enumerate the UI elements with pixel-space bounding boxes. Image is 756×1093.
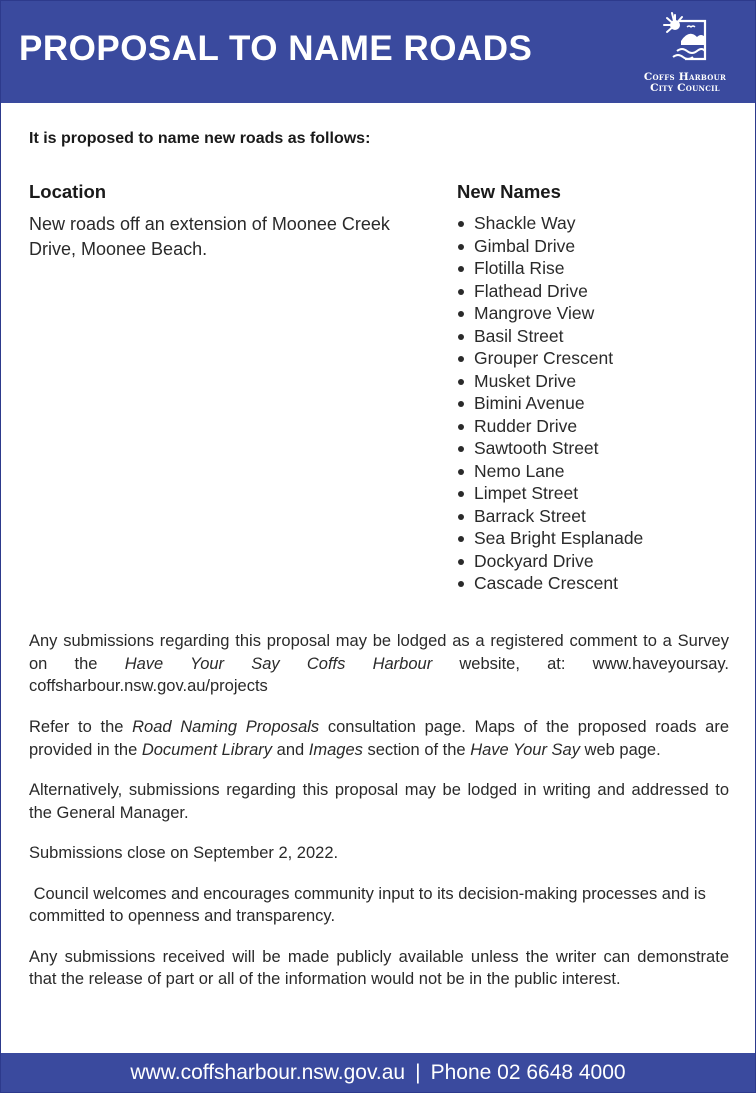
alternative-paragraph: Alternatively, submissions regarding this proposal may be lodged in writing and addressed to the General Manager. [29, 781, 729, 822]
list-item: Flotilla Rise [457, 257, 643, 280]
footer-bar [1, 1053, 755, 1092]
new-names-heading: New Names [457, 181, 561, 202]
intro-text: It is proposed to name new roads as follows: [29, 130, 371, 147]
list-item: Grouper Crescent [457, 347, 643, 370]
refer-text-b: consultation page. Maps of the proposed roads are provided in the [29, 718, 729, 759]
logo-text-line1: Coffs Harbour [643, 71, 727, 83]
images-name: Images [308, 740, 363, 759]
submission-text-a: Any submissions regarding this proposal may be lodged as a registered comment to a Survey on the [29, 632, 729, 673]
location-text: New roads off an extension of Moonee Creek Drive, Moonee Beach. [29, 214, 390, 259]
refer-text-a: Refer to the [29, 718, 133, 736]
list-item: Shackle Way [457, 212, 643, 235]
refer-text-d: section of the [362, 740, 471, 759]
list-item: Flathead Drive [457, 280, 643, 303]
public-availability-paragraph: Any submissions received will be made publicly available unless the writer can demonstrate that the release of part or all of the information would not be in the public interest. [29, 947, 729, 988]
road-naming-proposals-link: Road Naming Proposals [132, 718, 320, 736]
council-logo [629, 11, 741, 95]
list-item: Nemo Lane [457, 460, 643, 483]
new-names-list [457, 212, 643, 595]
body-text [29, 630, 729, 991]
list-item: Cascade Crescent [457, 572, 643, 595]
footer-website: www.coffsharbour.nsw.gov.au [130, 1061, 406, 1084]
list-item: Basil Street [457, 325, 643, 348]
document-library-name: Document Library [141, 740, 273, 759]
list-item: Musket Drive [457, 370, 643, 393]
logo-text-line2: City Council [650, 82, 720, 94]
list-item: Bimini Avenue [457, 392, 643, 415]
submission-text-b: website, at: www.haveyoursay. coffsharbour.nsw.gov.au/projects [29, 654, 729, 695]
refer-paragraph [29, 716, 729, 761]
list-item: Dockyard Drive [457, 550, 643, 573]
have-your-say-page-name: Have Your Say [470, 740, 580, 759]
refer-text-c: and [272, 740, 309, 759]
refer-text-e: web page. [579, 740, 661, 759]
have-your-say-name: Have Your Say Coffs Harbour [124, 654, 433, 673]
list-item: Rudder Drive [457, 415, 643, 438]
closing-date-paragraph: Submissions close on September 2, 2022. [29, 844, 339, 862]
list-item: Sawtooth Street [457, 437, 643, 460]
community-input-paragraph: Council welcomes and encourages community input to its decision-making processes and is committed to openness and transparency. [29, 884, 711, 925]
list-item: Limpet Street [457, 482, 643, 505]
page-title: PROPOSAL TO NAME ROADS [19, 29, 533, 68]
submission-paragraph [29, 630, 729, 697]
list-item: Sea Bright Esplanade [457, 527, 643, 550]
header-banner [1, 1, 755, 103]
list-item: Gimbal Drive [457, 235, 643, 258]
footer-phone: Phone 02 6648 4000 [430, 1061, 626, 1084]
footer-separator: | [415, 1061, 421, 1084]
council-logo-icon [663, 11, 707, 67]
location-heading: Location [29, 181, 107, 202]
list-item: Mangrove View [457, 302, 643, 325]
list-item: Barrack Street [457, 505, 643, 528]
